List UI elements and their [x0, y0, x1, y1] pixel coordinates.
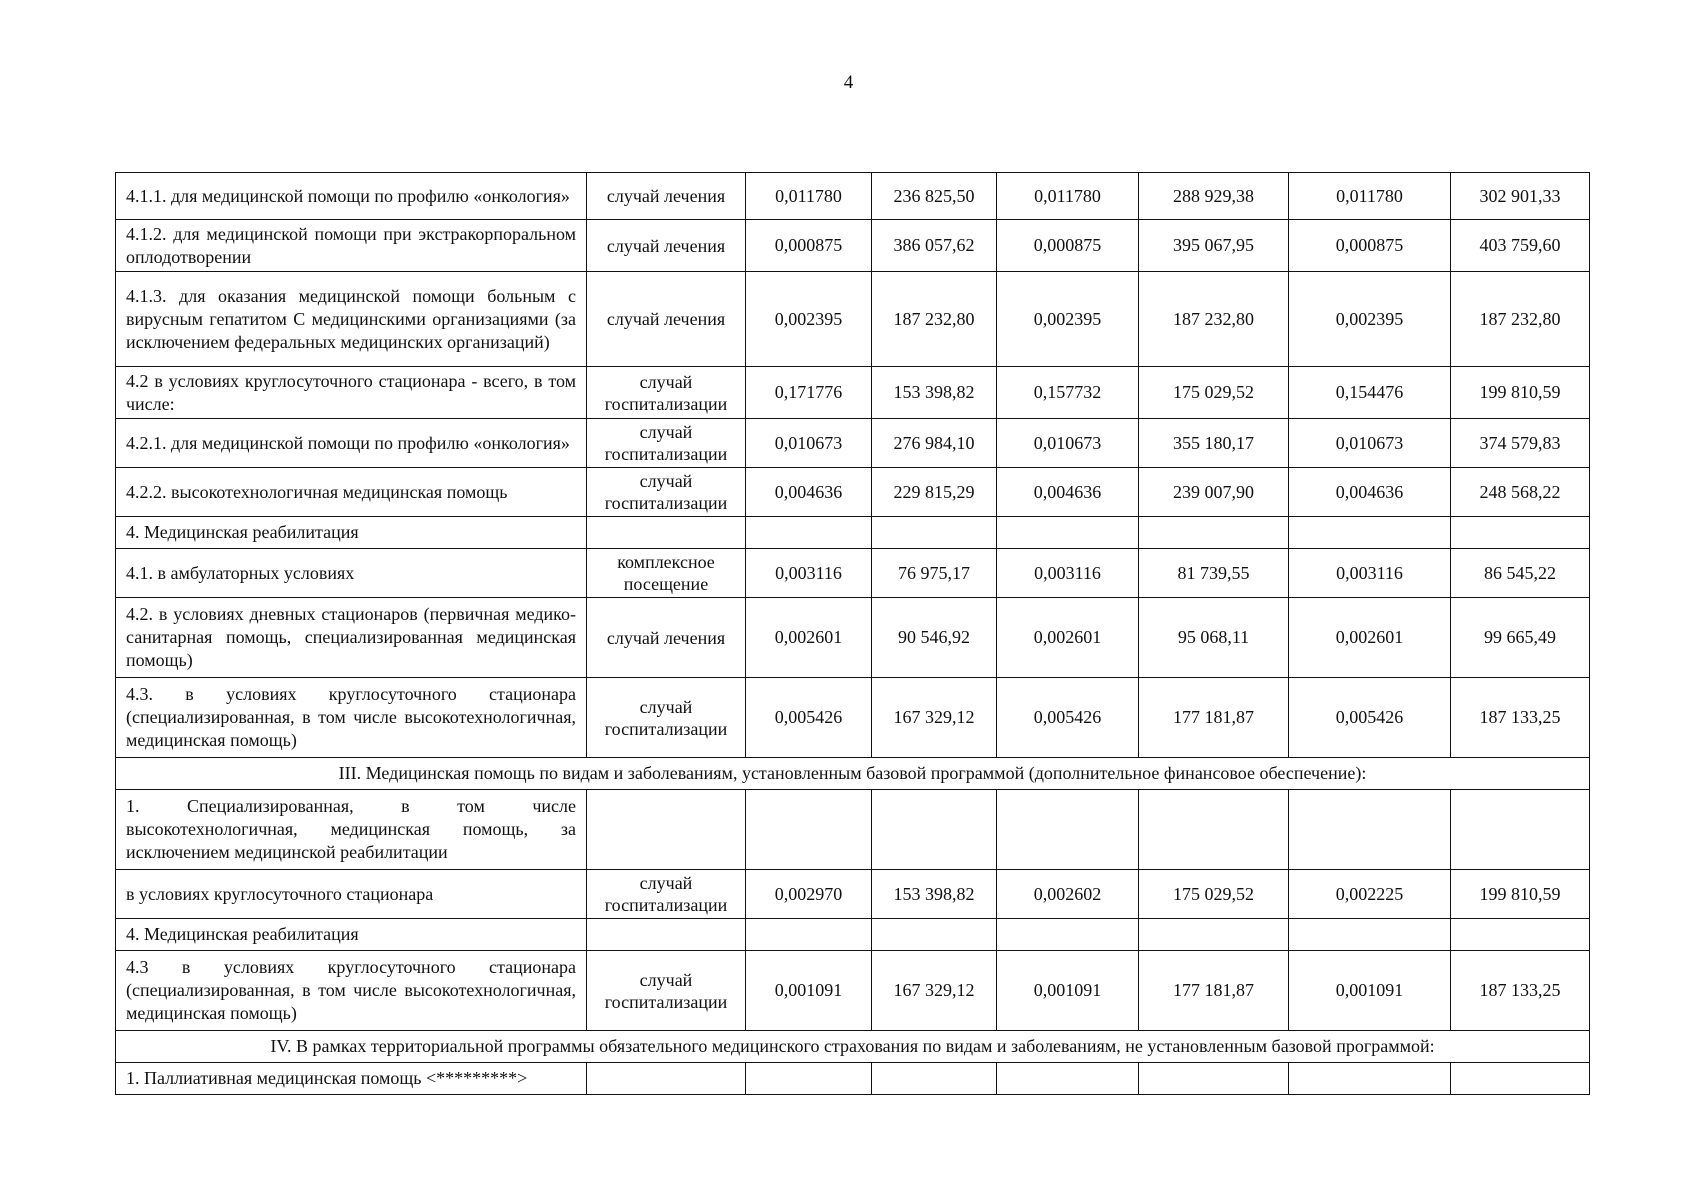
unit-cell: случай лечения	[587, 220, 746, 272]
table-row	[116, 598, 1590, 678]
cost-norm-cell: 288 929,38	[1139, 173, 1289, 220]
care-type-cell: в условиях круглосуточного стационара	[116, 870, 587, 919]
page-number: 4	[843, 72, 854, 93]
volume-norm-cell	[1289, 517, 1451, 549]
table-row	[116, 468, 1590, 517]
cost-norm-cell	[872, 517, 997, 549]
unit-cell	[587, 1063, 746, 1095]
volume-norm-cell	[1289, 1063, 1451, 1095]
care-type-cell: 4.2.1. для медицинской помощи по профилю «онкология»	[116, 419, 587, 468]
care-type-cell: 1. Специализированная, в том числе высокотехнологичная, медицинская помощь, за исключением медицинской реабилитации	[116, 790, 587, 870]
volume-norm-cell	[1289, 790, 1451, 870]
cost-norm-cell: 187 232,80	[1139, 272, 1289, 367]
care-type-cell: 4.2.2. высокотехнологичная медицинская помощь	[116, 468, 587, 517]
unit-cell	[587, 790, 746, 870]
cost-norm-cell: 167 329,12	[872, 951, 997, 1031]
care-type-cell: 4.2 в условиях круглосуточного стационара - всего, в том числе:	[116, 367, 587, 419]
cost-norm-cell	[1139, 919, 1289, 951]
volume-norm-cell: 0,000875	[746, 220, 872, 272]
volume-norm-cell: 0,011780	[1289, 173, 1451, 220]
cost-norm-cell: 187 232,80	[1451, 272, 1590, 367]
volume-norm-cell: 0,004636	[997, 468, 1139, 517]
cost-norm-cell: 386 057,62	[872, 220, 997, 272]
care-type-cell: 4.1.1. для медицинской помощи по профилю «онкология»	[116, 173, 587, 220]
cost-norm-cell: 153 398,82	[872, 367, 997, 419]
cost-norm-cell: 177 181,87	[1139, 951, 1289, 1031]
care-type-cell: 4.1.2. для медицинской помощи при экстракорпоральном оплодотворении	[116, 220, 587, 272]
cost-norm-cell: 76 975,17	[872, 549, 997, 598]
volume-norm-cell	[997, 919, 1139, 951]
volume-norm-cell: 0,001091	[1289, 951, 1451, 1031]
cost-norm-cell: 302 901,33	[1451, 173, 1590, 220]
volume-norm-cell: 0,002601	[997, 598, 1139, 678]
volume-norm-cell: 0,000875	[997, 220, 1139, 272]
volume-norm-cell: 0,002395	[1289, 272, 1451, 367]
volume-norm-cell	[746, 790, 872, 870]
volume-norm-cell	[746, 517, 872, 549]
cost-norm-cell: 229 815,29	[872, 468, 997, 517]
unit-cell	[587, 919, 746, 951]
section-header-row	[116, 1031, 1590, 1063]
cost-norm-cell: 187 133,25	[1451, 678, 1590, 758]
cost-norm-cell: 374 579,83	[1451, 419, 1590, 468]
table-row	[116, 919, 1590, 951]
unit-cell	[587, 517, 746, 549]
unit-cell: случай госпитализации	[587, 419, 746, 468]
cost-norm-cell	[872, 790, 997, 870]
cost-norm-cell: 90 546,92	[872, 598, 997, 678]
volume-norm-cell	[997, 1063, 1139, 1095]
volume-norm-cell: 0,003116	[1289, 549, 1451, 598]
volume-norm-cell: 0,003116	[746, 549, 872, 598]
care-type-cell: 4. Медицинская реабилитация	[116, 919, 587, 951]
cost-norm-cell: 187 133,25	[1451, 951, 1590, 1031]
table-row	[116, 1063, 1590, 1095]
cost-norm-cell: 99 665,49	[1451, 598, 1590, 678]
care-type-cell: 4. Медицинская реабилитация	[116, 517, 587, 549]
care-type-cell: 4.1. в амбулаторных условиях	[116, 549, 587, 598]
table-row	[116, 517, 1590, 549]
unit-cell: случай госпитализации	[587, 468, 746, 517]
care-type-cell: 4.3. в условиях круглосуточного стационара (специализированная, в том числе высокотехнологичная, медицинская помощь)	[116, 678, 587, 758]
volume-norm-cell: 0,157732	[997, 367, 1139, 419]
table-row	[116, 419, 1590, 468]
volume-norm-cell: 0,010673	[997, 419, 1139, 468]
table-row	[116, 220, 1590, 272]
volume-norm-cell: 0,004636	[1289, 468, 1451, 517]
volume-norm-cell: 0,001091	[997, 951, 1139, 1031]
volume-norm-cell	[1289, 919, 1451, 951]
volume-norm-cell: 0,010673	[746, 419, 872, 468]
unit-cell: случай госпитализации	[587, 367, 746, 419]
volume-norm-cell: 0,154476	[1289, 367, 1451, 419]
cost-norm-cell: 187 232,80	[872, 272, 997, 367]
table-row	[116, 870, 1590, 919]
volume-norm-cell	[746, 1063, 872, 1095]
care-type-cell: 1. Паллиативная медицинская помощь <*********>	[116, 1063, 587, 1095]
volume-norm-cell: 0,002601	[746, 598, 872, 678]
unit-cell: случай лечения	[587, 173, 746, 220]
volume-norm-cell: 0,002601	[1289, 598, 1451, 678]
cost-norm-cell	[1139, 517, 1289, 549]
cost-norm-cell	[1139, 1063, 1289, 1095]
cost-norm-cell: 153 398,82	[872, 870, 997, 919]
cost-norm-cell	[872, 1063, 997, 1095]
cost-norm-cell: 395 067,95	[1139, 220, 1289, 272]
volume-norm-cell	[997, 517, 1139, 549]
volume-norm-cell	[997, 790, 1139, 870]
unit-cell: случай лечения	[587, 598, 746, 678]
unit-cell: случай лечения	[587, 272, 746, 367]
section-header-row	[116, 758, 1590, 790]
section-header: IV. В рамках территориальной программы обязательного медицинского страхования по видам и заболеваниям, не установленным базовой программой:	[116, 1031, 1590, 1063]
care-type-cell: 4.1.3. для оказания медицинской помощи больным с вирусным гепатитом С медицинскими организациями (за исключением федеральных медицинских организаций)	[116, 272, 587, 367]
cost-norm-cell: 248 568,22	[1451, 468, 1590, 517]
cost-norm-cell: 95 068,11	[1139, 598, 1289, 678]
cost-norm-cell	[1451, 517, 1590, 549]
care-volume-table	[115, 172, 1590, 1095]
volume-norm-cell: 0,005426	[1289, 678, 1451, 758]
cost-norm-cell: 199 810,59	[1451, 870, 1590, 919]
section-header: III. Медицинская помощь по видам и заболеваниям, установленным базовой программой (дополнительное финансовое обеспечение):	[116, 758, 1590, 790]
volume-norm-cell: 0,004636	[746, 468, 872, 517]
volume-norm-cell: 0,171776	[746, 367, 872, 419]
cost-norm-cell	[1451, 790, 1590, 870]
table-row	[116, 173, 1590, 220]
cost-norm-cell	[1139, 790, 1289, 870]
volume-norm-cell: 0,005426	[997, 678, 1139, 758]
cost-norm-cell	[1451, 1063, 1590, 1095]
table-row	[116, 951, 1590, 1031]
volume-norm-cell: 0,002970	[746, 870, 872, 919]
volume-norm-cell: 0,002395	[746, 272, 872, 367]
table-row	[116, 272, 1590, 367]
volume-norm-cell: 0,003116	[997, 549, 1139, 598]
care-type-cell: 4.3 в условиях круглосуточного стационара (специализированная, в том числе высокотехнологичная, медицинская помощь)	[116, 951, 587, 1031]
care-type-cell: 4.2. в условиях дневных стационаров (первичная медико-санитарная помощь, специализированная медицинская помощь)	[116, 598, 587, 678]
cost-norm-cell: 403 759,60	[1451, 220, 1590, 272]
volume-norm-cell: 0,002395	[997, 272, 1139, 367]
cost-norm-cell	[1451, 919, 1590, 951]
volume-norm-cell: 0,010673	[1289, 419, 1451, 468]
unit-cell: комплексное посещение	[587, 549, 746, 598]
unit-cell: случай госпитализации	[587, 678, 746, 758]
table-body	[116, 173, 1590, 1095]
cost-norm-cell: 81 739,55	[1139, 549, 1289, 598]
volume-norm-cell: 0,001091	[746, 951, 872, 1031]
table-row	[116, 790, 1590, 870]
cost-norm-cell: 236 825,50	[872, 173, 997, 220]
volume-norm-cell: 0,000875	[1289, 220, 1451, 272]
unit-cell: случай госпитализации	[587, 951, 746, 1031]
volume-norm-cell: 0,011780	[746, 173, 872, 220]
cost-norm-cell: 276 984,10	[872, 419, 997, 468]
table-row	[116, 678, 1590, 758]
cost-norm-cell: 86 545,22	[1451, 549, 1590, 598]
cost-norm-cell: 167 329,12	[872, 678, 997, 758]
cost-norm-cell: 177 181,87	[1139, 678, 1289, 758]
volume-norm-cell: 0,002602	[997, 870, 1139, 919]
cost-norm-cell: 239 007,90	[1139, 468, 1289, 517]
volume-norm-cell	[746, 919, 872, 951]
cost-norm-cell: 175 029,52	[1139, 870, 1289, 919]
volume-norm-cell: 0,005426	[746, 678, 872, 758]
cost-norm-cell: 199 810,59	[1451, 367, 1590, 419]
volume-norm-cell: 0,011780	[997, 173, 1139, 220]
cost-norm-cell: 355 180,17	[1139, 419, 1289, 468]
cost-norm-cell	[872, 919, 997, 951]
table-row	[116, 549, 1590, 598]
unit-cell: случай госпитализации	[587, 870, 746, 919]
cost-norm-cell: 175 029,52	[1139, 367, 1289, 419]
table-row	[116, 367, 1590, 419]
volume-norm-cell: 0,002225	[1289, 870, 1451, 919]
